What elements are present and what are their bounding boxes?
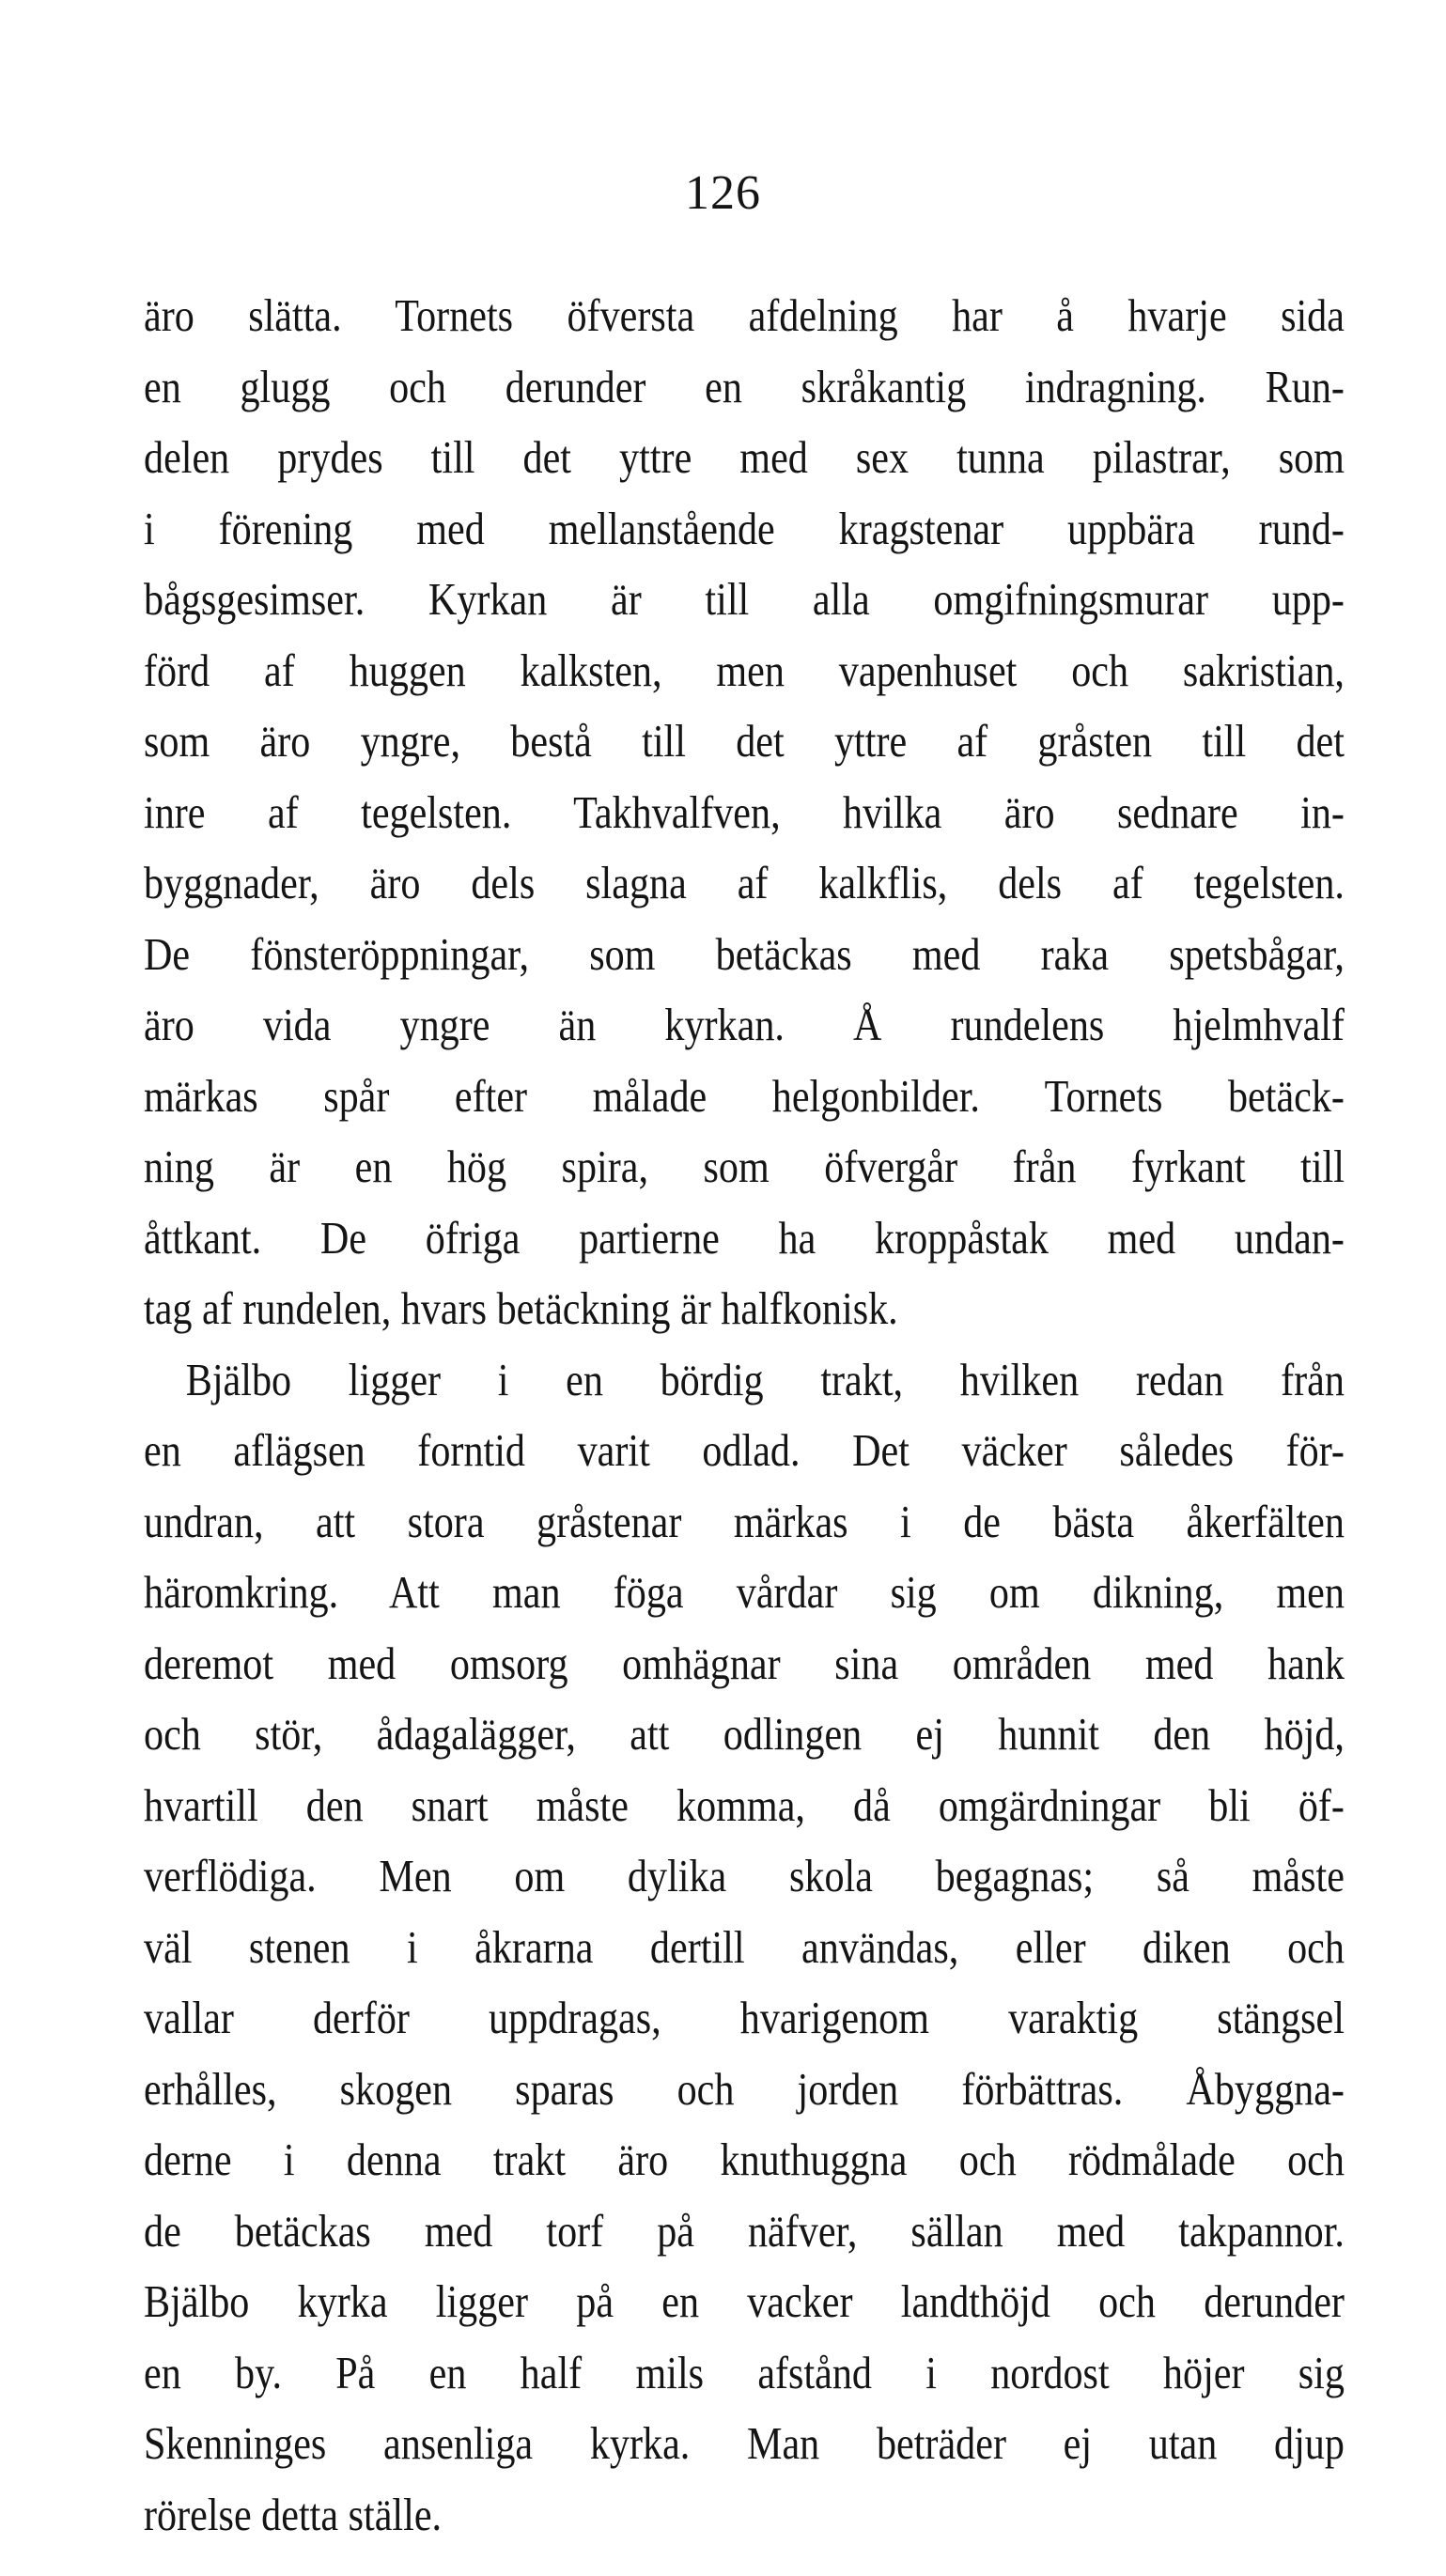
text-line: Skenninges ansenliga kyrka. Man beträder ej utan djup	[144, 2417, 1345, 2469]
text-line: åttkant. De öfriga partierne ha kroppåstak med undan-	[144, 1211, 1345, 1264]
text-line: och stör, ådagalägger, att odlingen ej hunnit den höjd,	[144, 1708, 1345, 1760]
text-line: äro vida yngre än kyrkan. Å rundelens hjelmhvalf	[144, 999, 1345, 1050]
text-line: märkas spår efter målade helgonbilder. Tornets betäck-	[144, 1069, 1345, 1122]
text-line: förd af huggen kalksten, men vapenhuset och sakristian,	[144, 644, 1345, 696]
text-line: undran, att stora gråstenar märkas i de bästa åkerfälten	[144, 1495, 1345, 1547]
text-line: hvartill den snart måste komma, då omgärdningar bli öf-	[144, 1778, 1345, 1831]
text-line: tag af rundelen, hvars betäckning är halfkonisk.	[144, 1282, 898, 1334]
text-line: i förening med mellanstående kragstenar uppbära rund-	[144, 502, 1345, 554]
page-number: 126	[685, 166, 761, 220]
text-line: De fönsteröppningar, som betäckas med raka spetsbågar,	[144, 927, 1345, 980]
text-line: deremot med omsorg omhägnar sina områden med hank	[144, 1637, 1345, 1689]
text-line: delen prydes till det yttre med sex tunna pilastrar, som	[144, 431, 1345, 483]
text-line: häromkring. Att man föga vårdar sig om dikning, men	[144, 1566, 1345, 1618]
text-line: som äro yngre, bestå till det yttre af gråsten till det	[144, 715, 1345, 767]
text-line: ning är en hög spira, som öfvergår från fyrkant till	[144, 1141, 1345, 1192]
text-line: verflödiga. Men om dylika skola begagnas; så måste	[144, 1850, 1345, 1901]
text-line: Bjälbo ligger i en bördig trakt, hvilken redan från	[185, 1353, 1345, 1405]
text-line: äro slätta. Tornets öfversta afdelning har å hvarje sida	[144, 289, 1345, 341]
text-line: en by. På en half mils afstånd i nordost höjer sig	[144, 2346, 1345, 2398]
text-line: väl stenen i åkrarna dertill användas, eller diken och	[144, 1920, 1345, 1973]
text-line: en glugg och derunder en skråkantig indragning. Run-	[144, 360, 1345, 412]
text-line: derne i denna trakt äro knuthuggna och rödmålade och	[144, 2134, 1345, 2185]
text-line: de betäckas med torf på näfver, sällan med takpannor.	[144, 2204, 1345, 2257]
body-text	[144, 280, 1345, 2550]
text-line: Bjälbo kyrka ligger på en vacker landthöjd och derunder	[144, 2275, 1345, 2327]
text-line: inre af tegelsten. Takhvalfven, hvilka äro sednare in-	[144, 785, 1345, 838]
text-line: vallar derför uppdragas, hvarigenom varaktig stängsel	[144, 1992, 1345, 2043]
text-line: erhålles, skogen sparas och jorden förbättras. Åbyggna-	[144, 2062, 1345, 2115]
text-line: en aflägsen forntid varit odlad. Det väcker således för-	[144, 1424, 1345, 1476]
text-line: byggnader, äro dels slagna af kalkflis, dels af tegelsten.	[144, 857, 1345, 908]
text-line: bågsgesimser. Kyrkan är till alla omgifningsmurar upp-	[144, 573, 1345, 625]
text-line: rörelse detta ställe.	[144, 2488, 443, 2540]
